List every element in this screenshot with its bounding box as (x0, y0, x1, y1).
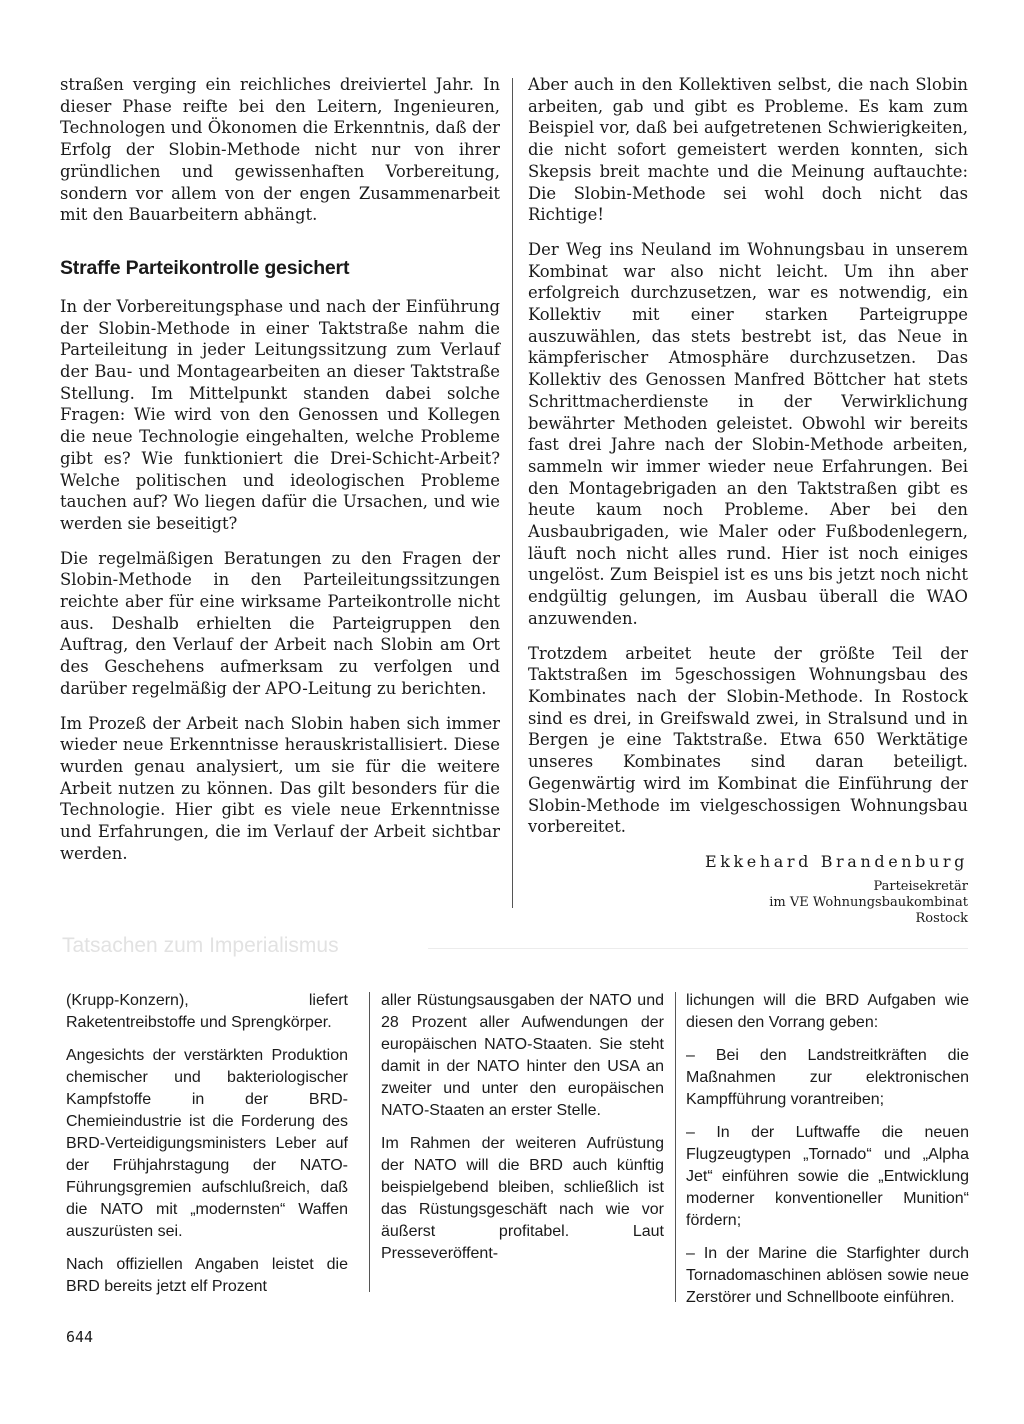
list-item: – Bei den Landstreitkräften die Maßnahmen zur elektronischen Kampfführung vorantreiben; (686, 1047, 969, 1108)
paragraph: Angesichts der verstärkten Produktion chemischer und bakteriologischer Kampfstoffe in der BRD-Chemieindustrie ist die Forderung des BRD-Verteidigungsministers Leber auf der Frühjahrstagung der NATO-Führungsgremien aufschlußreich, daß die NATO mit „modernsten“ Waffen auszurüsten sei. (66, 1047, 348, 1240)
news-column-2 (381, 990, 664, 1276)
article-column-right (528, 74, 968, 927)
list-item: – In der Luftwaffe die neuen Flugzeugtypen „Tornado“ und „Alpha Jet“ einführen sowie die „Entwicklung moderner konventioneller Munition“ fördern; (686, 1124, 969, 1229)
paragraph: Nach offiziellen Angaben leistet die BRD bereits jetzt elf Prozent (66, 1256, 348, 1295)
paragraph: (Krupp-Konzern), liefert Raketentreibstoffe und Sprengkörper. (66, 992, 348, 1031)
paragraph: straßen verging ein reichliches dreiviertel Jahr. In dieser Phase reifte bei den Leitern, Ingenieuren, Technologen und Ökonomen die Erkenntnis, daß der Erfolg der Slobin-Methode nicht nur von ihrer gründlichen und gewissenhaften Vorbereitung, sondern vor allem von der engen Zusammenarbeit mit den Bauarbeitern abhängt. (60, 75, 500, 225)
column-divider (675, 992, 676, 1302)
author-role (528, 879, 968, 927)
show-through-rule (428, 948, 968, 949)
paragraph: Der Weg ins Neuland im Wohnungsbau in unserem Kombinat war also nicht leicht. Um ihn aber erfolgreich durchzusetzen, war es notwendig, ein Kollektiv mit einer starken Parteigruppe auszuwählen, das stets bestrebt ist, das Neue in kämpferischer Atmosphäre durchzusetzen. Das Kollektiv des Genossen Manfred Böttcher hat stets Schrittmacherdienste in der Verwirklichung bewährter Methoden geleistet. Obwohl wir bereits fast drei Jahre nach der Slobin-Methode arbeiten, sammeln wir immer wieder neue Erfahrungen. Bei den Montagebrigaden an den Taktstraßen gibt es heute kaum noch Probleme. Aber bei den Ausbaubrigaden, wie Maler oder Fußbodenlegern, läuft noch nicht alles rund. Hier ist noch einiges ungelöst. Zum Beispiel ist es uns bis jetzt noch nicht endgültig gelungen, im Ausbau überall die WAO anzuwenden. (528, 239, 968, 628)
author-role-line: Rostock (915, 910, 968, 926)
paragraph: Aber auch in den Kollektiven selbst, die nach Slobin arbeiten, gab und gibt es Probleme. Es kam zum Beispiel vor, daß bei aufgetretenen Schwierigkeiten, die nicht sofort gemeistert werden konnten, sich Skepsis breit machte und die Meinung auftauchte: Die Slobin-Methode sei wohl doch nicht das Richtige! (528, 75, 968, 225)
list-item: – In der Marine die Starfighter durch Tornadomaschinen ablösen sowie neue Zerstörer und Schnellboote einführen. (686, 1245, 969, 1306)
news-column-3 (686, 990, 969, 1320)
author-role-line: Parteisekretär (873, 878, 968, 894)
paragraph: Im Prozeß der Arbeit nach Slobin haben sich immer wieder neue Erkenntnisse herauskristallisiert. Diese wurden genau analysiert, um sie für die weitere Arbeit nutzen zu können. Das gilt besonders für die Technologie. Hier gibt es viele neue Erkenntnisse und Erfahrungen, die im Verlauf der Arbeit sichtbar werden. (60, 713, 500, 863)
paragraph: lichungen will die BRD Aufgaben wie diesen den Vorrang geben: (686, 992, 969, 1031)
show-through-heading: Tatsachen zum Imperialismus (62, 934, 339, 957)
author-role-line: im VE Wohnungsbaukombinat (769, 894, 968, 910)
paragraph: aller Rüstungsausgaben der NATO und 28 Prozent aller Aufwendungen der europäischen NATO-Staaten. Sie steht damit in der NATO hinter den USA an zweiter und unter den europäischen NATO-Staaten an erster Stelle. (381, 992, 664, 1119)
paragraph: In der Vorbereitungsphase und nach der Einführung der Slobin-Methode in einer Taktstraße nahm die Parteileitung in jeder Leitungssitzung zum Verlauf der Bau- und Montagearbeiten an dieser Taktstraße Stellung. Im Mittelpunkt standen dabei solche Fragen: Wie wird von den Genossen und Kollegen die neue Technologie eingehalten, welche Probleme gibt es? Wie funktioniert die Drei-Schicht-Arbeit? Welche politischen und ideologischen Probleme tauchen auf? Wo liegen dafür die Ursachen, und wie werden sie beseitigt? (60, 296, 500, 533)
news-column-1 (66, 990, 348, 1309)
paragraph: Trotzdem arbeitet heute der größte Teil der Taktstraßen im 5geschossigen Wohnungsbau des Kombinates nach der Slobin-Methode. In Rostock sind es drei, in Greifswald zwei, in Stralsund und in Bergen je eine Taktstraße. Etwa 650 Werktätige unseres Kombinates sind daran beteiligt. Gegenwärtig wird im Kombinat die Einführung der Slobin-Methode im vielgeschossigen Wohnungsbau vorbereitet. (528, 643, 968, 837)
column-divider (369, 992, 370, 1292)
column-divider (512, 78, 513, 908)
author-name: Ekkehard Brandenburg (704, 851, 968, 871)
paragraph: Die regelmäßigen Beratungen zu den Fragen der Slobin-Methode in den Parteileitungssitzungen reichte aber für eine wirksame Parteikontrolle nicht aus. Deshalb erhielten die Parteigruppen den Auftrag, den Verlauf der Arbeit nach Slobin am Ort des Geschehens aufmerksam zu verfolgen und darüber regelmäßig der APO-Leitung zu berichten. (60, 548, 500, 698)
section-heading: Straffe Parteikontrolle gesichert (60, 256, 350, 279)
author-signature (528, 851, 968, 927)
paragraph: Im Rahmen der weiteren Aufrüstung der NATO will die BRD auch künftig beispielgebend bleiben, schließlich ist das Rüstungsgeschäft nach wie vor äußerst profitabel. Laut Presseveröffent- (381, 1135, 664, 1262)
page-number: 644 (66, 1328, 94, 1346)
article-column-left (60, 74, 500, 878)
